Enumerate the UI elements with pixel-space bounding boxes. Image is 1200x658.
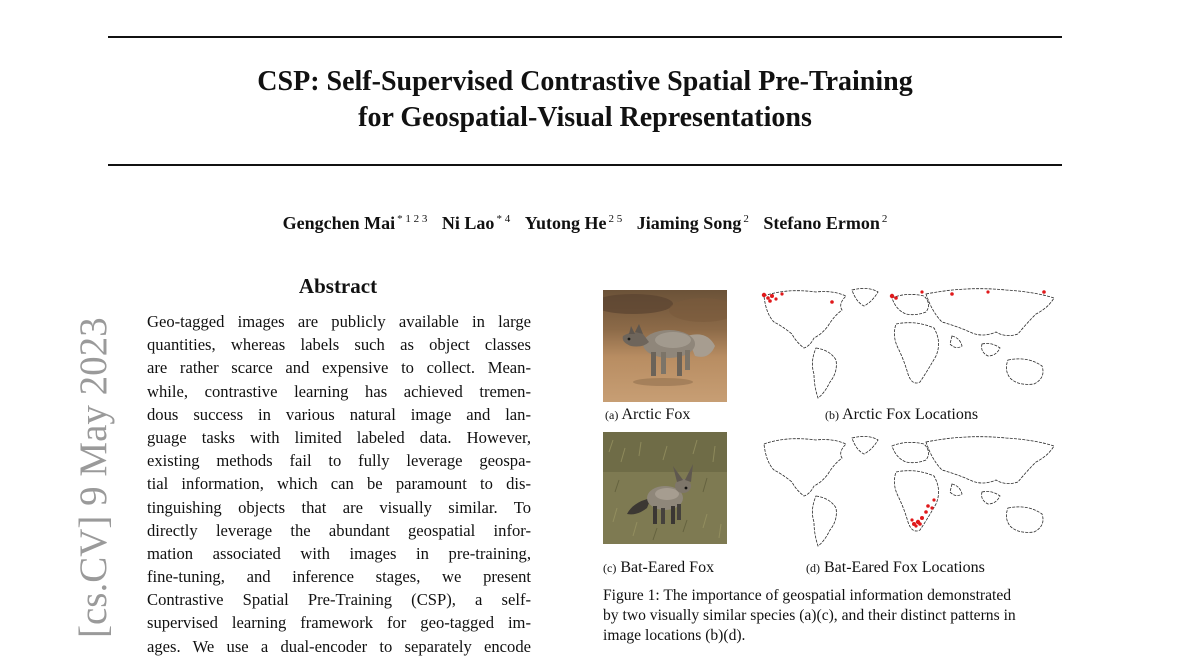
abstract-line: are rather scarce and expensive to collect. Mean- [147, 358, 531, 378]
author-list [108, 206, 1062, 236]
abstract-line: guage tasks with limited labeled data. However, [147, 427, 531, 447]
subfigure-caption-a [605, 405, 690, 425]
abstract-body [147, 310, 531, 658]
abstract-line: quantities, whereas labels such as object classes [147, 335, 531, 355]
author-affiliation: 2 [881, 213, 888, 225]
author [763, 206, 887, 236]
paper-title-line-1: CSP: Self-Supervised Contrastive Spatial Pre-Training [257, 66, 913, 97]
paper-title [108, 64, 1062, 136]
author [283, 206, 428, 236]
author-affiliation: 2 5 [608, 213, 623, 225]
bat-eared-fox-locations-map [756, 434, 1060, 550]
subfigure-tag: (a) [605, 408, 619, 422]
figure-caption-line: by two visually similar species (a)(c), and their distinct patterns in [603, 607, 1016, 624]
title-rule-bottom [108, 164, 1062, 166]
abstract-line: dous success in various natural image and lan- [147, 404, 531, 424]
subfigure-caption-b [825, 405, 978, 425]
abstract-line: fine-tuning, and inference stages, we present [147, 567, 531, 587]
abstract-line: tinguishing objects that are visually similar. To [147, 497, 531, 517]
abstract-line: ages. We use a dual-encoder to separately encode [147, 636, 531, 656]
figure-caption [603, 586, 1062, 646]
subfigure-tag: (d) [806, 561, 820, 575]
figure-caption-line: image locations (b)(d). [603, 627, 746, 644]
subfigure-label: Arctic Fox [621, 406, 691, 423]
subfigure-caption-c [603, 558, 714, 578]
subfigure-label: Bat-Eared Fox Locations [824, 559, 985, 576]
title-rule-top [108, 36, 1062, 38]
author [637, 206, 749, 236]
arctic-fox-photo [603, 290, 727, 402]
arxiv-stamp [28, 300, 115, 640]
author [442, 206, 510, 236]
abstract-line: tial information, which can be paramount to dis- [147, 474, 531, 494]
abstract-line: while, contrastive learning has achieved tremen- [147, 381, 531, 401]
bat-eared-fox-photo [603, 432, 727, 544]
subfigure-label: Bat-Eared Fox [620, 559, 715, 576]
abstract-line: existing methods fail to fully leverage geospa- [147, 451, 531, 471]
subfigure-label: Arctic Fox Locations [842, 406, 979, 423]
author-name: Yutong He [524, 213, 607, 233]
paper-title-line-2: for Geospatial-Visual Representations [358, 102, 812, 133]
arctic-fox-locations-map [756, 286, 1060, 402]
arxiv-stamp-text: [cs.CV] 9 May 2023 [72, 317, 115, 638]
abstract-line: Contrastive Spatial Pre-Training (CSP), a self- [147, 590, 531, 610]
abstract-heading: Abstract [298, 274, 378, 298]
author-affiliation: 2 [743, 213, 749, 225]
author-name: Jiaming Song [636, 213, 742, 233]
author-affiliation: * 4 [496, 213, 511, 225]
author-name: Stefano Ermon [763, 213, 880, 233]
abstract-line: Geo-tagged images are publicly available in large [147, 312, 531, 331]
figure-caption-line: Figure 1: The importance of geospatial information demonstrated [603, 587, 1012, 604]
subfigure-caption-d [806, 558, 985, 578]
abstract-line: supervised learning framework for geo-tagged im- [147, 613, 531, 633]
author-name: Ni Lao [441, 213, 495, 233]
author-name: Gengchen Mai [282, 213, 396, 233]
subfigure-tag: (b) [825, 408, 839, 422]
abstract-line: directly leverage the abundant geospatial infor- [147, 520, 531, 540]
author [525, 206, 623, 236]
author-affiliation: * 1 2 3 [397, 213, 428, 225]
subfigure-tag: (c) [603, 561, 617, 575]
abstract-line: mation associated with images in pre-training, [147, 543, 531, 563]
